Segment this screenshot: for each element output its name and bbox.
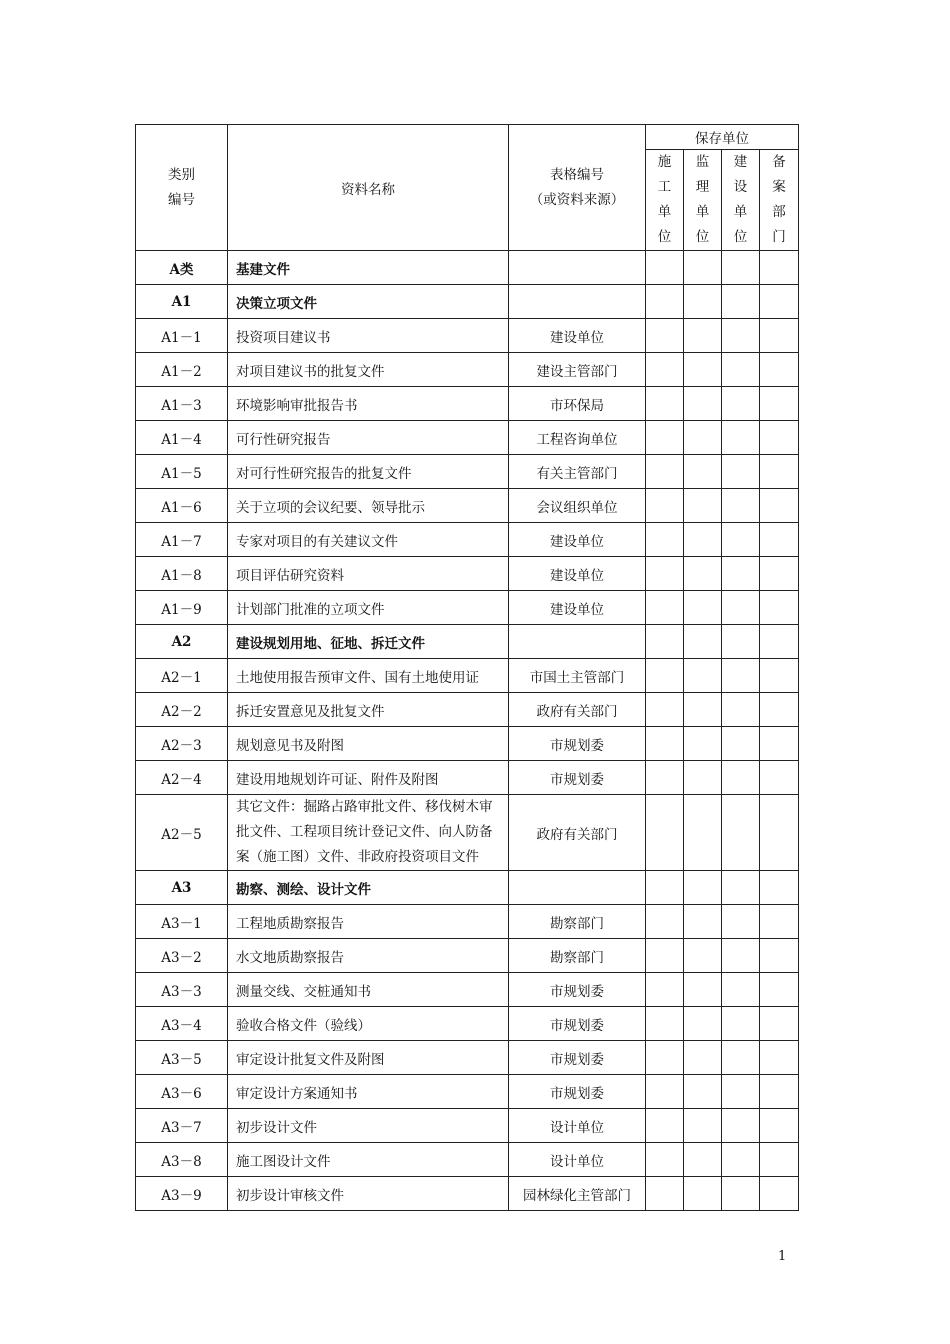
header-unit-supervision: 监 理 单 位 xyxy=(684,150,722,251)
storage-cell xyxy=(760,421,799,455)
row-code: A1－3 xyxy=(136,387,228,421)
header-doc-name: 资料名称 xyxy=(228,125,509,251)
row-code: A3－7 xyxy=(136,1109,228,1143)
row-source: 设计单位 xyxy=(509,1143,646,1177)
row-code: A1－4 xyxy=(136,421,228,455)
row-doc-name: 基建文件 xyxy=(228,251,509,285)
table-row xyxy=(136,1075,799,1109)
group-row xyxy=(136,285,799,319)
storage-cell xyxy=(722,319,760,353)
row-code: A2－3 xyxy=(136,727,228,761)
storage-cell xyxy=(760,387,799,421)
storage-cell xyxy=(760,285,799,319)
storage-cell xyxy=(722,1007,760,1041)
table-row xyxy=(136,761,799,795)
storage-cell xyxy=(760,795,799,871)
storage-cell xyxy=(684,285,722,319)
storage-cell xyxy=(646,1007,684,1041)
storage-cell xyxy=(722,1109,760,1143)
storage-cell xyxy=(722,387,760,421)
row-code: A3 xyxy=(136,871,228,905)
row-code: A1－7 xyxy=(136,523,228,557)
row-code: A2－1 xyxy=(136,659,228,693)
row-source: 政府有关部门 xyxy=(509,795,646,871)
row-doc-name: 计划部门批准的立项文件 xyxy=(228,591,509,625)
storage-cell xyxy=(646,693,684,727)
storage-cell xyxy=(646,659,684,693)
row-doc-name: 建设用地规划许可证、附件及附图 xyxy=(228,761,509,795)
row-source: 建设单位 xyxy=(509,557,646,591)
table-row xyxy=(136,1041,799,1075)
storage-cell xyxy=(722,421,760,455)
row-code: A3－3 xyxy=(136,973,228,1007)
table-row xyxy=(136,1177,799,1211)
row-source xyxy=(509,285,646,319)
row-doc-name: 项目评估研究资料 xyxy=(228,557,509,591)
row-code: A3－2 xyxy=(136,939,228,973)
row-code: A2 xyxy=(136,625,228,659)
storage-cell xyxy=(760,1109,799,1143)
row-doc-name: 工程地质勘察报告 xyxy=(228,905,509,939)
table-row xyxy=(136,905,799,939)
row-source xyxy=(509,251,646,285)
row-source: 有关主管部门 xyxy=(509,455,646,489)
storage-cell xyxy=(722,973,760,1007)
storage-cell xyxy=(646,727,684,761)
storage-cell xyxy=(760,939,799,973)
group-row xyxy=(136,251,799,285)
storage-cell xyxy=(646,1177,684,1211)
row-code: A1－1 xyxy=(136,319,228,353)
storage-cell xyxy=(684,905,722,939)
row-code: A3－9 xyxy=(136,1177,228,1211)
row-source: 建设主管部门 xyxy=(509,353,646,387)
storage-cell xyxy=(684,1143,722,1177)
row-doc-name: 环境影响审批报告书 xyxy=(228,387,509,421)
row-source: 建设单位 xyxy=(509,319,646,353)
table-row xyxy=(136,659,799,693)
table-row xyxy=(136,455,799,489)
storage-cell xyxy=(760,625,799,659)
table-row xyxy=(136,387,799,421)
storage-cell xyxy=(684,973,722,1007)
table-row xyxy=(136,489,799,523)
storage-cell xyxy=(646,455,684,489)
storage-cell xyxy=(684,1041,722,1075)
storage-cell xyxy=(646,251,684,285)
row-code: A3－6 xyxy=(136,1075,228,1109)
storage-cell xyxy=(646,319,684,353)
storage-cell xyxy=(684,251,722,285)
row-source: 市规划委 xyxy=(509,1007,646,1041)
row-doc-name: 审定设计方案通知书 xyxy=(228,1075,509,1109)
storage-cell xyxy=(760,523,799,557)
storage-cell xyxy=(760,761,799,795)
row-code: A1－9 xyxy=(136,591,228,625)
row-doc-name: 审定设计批复文件及附图 xyxy=(228,1041,509,1075)
row-source: 市规划委 xyxy=(509,761,646,795)
table-row xyxy=(136,353,799,387)
storage-cell xyxy=(646,285,684,319)
table-row xyxy=(136,939,799,973)
storage-cell xyxy=(760,319,799,353)
storage-cell xyxy=(684,1177,722,1211)
table-row xyxy=(136,421,799,455)
storage-cell xyxy=(722,455,760,489)
storage-cell xyxy=(646,421,684,455)
storage-cell xyxy=(722,1075,760,1109)
storage-cell xyxy=(722,659,760,693)
table-row xyxy=(136,973,799,1007)
row-source: 设计单位 xyxy=(509,1109,646,1143)
storage-cell xyxy=(722,795,760,871)
storage-cell xyxy=(760,973,799,1007)
row-doc-name: 初步设计文件 xyxy=(228,1109,509,1143)
row-doc-name: 验收合格文件（验线） xyxy=(228,1007,509,1041)
storage-cell xyxy=(722,557,760,591)
storage-cell xyxy=(760,659,799,693)
storage-cell xyxy=(722,939,760,973)
row-doc-name: 决策立项文件 xyxy=(228,285,509,319)
storage-cell xyxy=(760,1143,799,1177)
storage-cell xyxy=(760,693,799,727)
table-row xyxy=(136,1143,799,1177)
row-source xyxy=(509,871,646,905)
storage-cell xyxy=(722,1177,760,1211)
row-doc-name: 拆迁安置意见及批复文件 xyxy=(228,693,509,727)
storage-cell xyxy=(684,795,722,871)
storage-cell xyxy=(684,557,722,591)
row-doc-name: 其它文件：掘路占路审批文件、移伐树木审批文件、工程项目统计登记文件、向人防备案（施工图）文件、非政府投资项目文件 xyxy=(228,795,509,871)
storage-cell xyxy=(722,1143,760,1177)
row-source: 工程咨询单位 xyxy=(509,421,646,455)
row-doc-name: 勘察、测绘、设计文件 xyxy=(228,871,509,905)
row-code: A2－4 xyxy=(136,761,228,795)
storage-cell xyxy=(646,905,684,939)
storage-cell xyxy=(684,761,722,795)
storage-cell xyxy=(760,489,799,523)
row-doc-name: 对可行性研究报告的批复文件 xyxy=(228,455,509,489)
row-doc-name: 投资项目建议书 xyxy=(228,319,509,353)
row-source: 建设单位 xyxy=(509,591,646,625)
storage-cell xyxy=(684,387,722,421)
header-unit-filing: 备 案 部 门 xyxy=(760,150,799,251)
row-code: A类 xyxy=(136,251,228,285)
table-row xyxy=(136,523,799,557)
row-doc-name: 关于立项的会议纪要、领导批示 xyxy=(228,489,509,523)
header-unit-construction: 施 工 单 位 xyxy=(646,150,684,251)
storage-cell xyxy=(760,1177,799,1211)
storage-cell xyxy=(646,489,684,523)
row-doc-name: 施工图设计文件 xyxy=(228,1143,509,1177)
storage-cell xyxy=(722,489,760,523)
row-doc-name: 规划意见书及附图 xyxy=(228,727,509,761)
row-source: 勘察部门 xyxy=(509,905,646,939)
table-row xyxy=(136,693,799,727)
storage-cell xyxy=(722,1041,760,1075)
row-code: A3－8 xyxy=(136,1143,228,1177)
page-number: 1 xyxy=(778,1249,787,1264)
storage-cell xyxy=(722,353,760,387)
row-source: 市规划委 xyxy=(509,973,646,1007)
storage-cell xyxy=(646,1041,684,1075)
storage-cell xyxy=(684,727,722,761)
row-source: 建设单位 xyxy=(509,523,646,557)
row-code: A3－1 xyxy=(136,905,228,939)
table-row xyxy=(136,591,799,625)
storage-cell xyxy=(684,489,722,523)
storage-cell xyxy=(684,523,722,557)
row-code: A3－4 xyxy=(136,1007,228,1041)
storage-cell xyxy=(646,591,684,625)
storage-cell xyxy=(760,251,799,285)
row-doc-name: 土地使用报告预审文件、国有土地使用证 xyxy=(228,659,509,693)
row-source: 市规划委 xyxy=(509,1075,646,1109)
header-storage-unit: 保存单位 xyxy=(646,125,799,150)
group-row xyxy=(136,871,799,905)
storage-cell xyxy=(684,625,722,659)
storage-cell xyxy=(760,727,799,761)
storage-cell xyxy=(722,871,760,905)
storage-cell xyxy=(760,1041,799,1075)
storage-cell xyxy=(646,871,684,905)
row-code: A2－5 xyxy=(136,795,228,871)
table-body xyxy=(136,251,799,1211)
storage-cell xyxy=(646,387,684,421)
storage-cell xyxy=(684,939,722,973)
table-header xyxy=(136,125,799,251)
storage-cell xyxy=(684,455,722,489)
storage-cell xyxy=(722,591,760,625)
row-doc-name: 专家对项目的有关建议文件 xyxy=(228,523,509,557)
row-doc-name: 水文地质勘察报告 xyxy=(228,939,509,973)
storage-cell xyxy=(684,591,722,625)
row-source xyxy=(509,625,646,659)
row-code: A1－2 xyxy=(136,353,228,387)
storage-cell xyxy=(646,1075,684,1109)
storage-cell xyxy=(684,1109,722,1143)
storage-cell xyxy=(760,1007,799,1041)
storage-cell xyxy=(646,973,684,1007)
storage-cell xyxy=(684,693,722,727)
row-source: 市环保局 xyxy=(509,387,646,421)
storage-cell xyxy=(684,871,722,905)
storage-cell xyxy=(722,905,760,939)
storage-cell xyxy=(684,421,722,455)
table-row xyxy=(136,1109,799,1143)
row-source: 园林绿化主管部门 xyxy=(509,1177,646,1211)
header-category-code: 类别 编号 xyxy=(136,125,228,251)
storage-cell xyxy=(722,251,760,285)
storage-cell xyxy=(722,761,760,795)
storage-cell xyxy=(722,693,760,727)
storage-cell xyxy=(722,523,760,557)
storage-cell xyxy=(646,939,684,973)
storage-cell xyxy=(684,1075,722,1109)
storage-cell xyxy=(684,319,722,353)
row-source: 市国土主管部门 xyxy=(509,659,646,693)
table-row xyxy=(136,319,799,353)
archive-table xyxy=(135,124,799,1211)
storage-cell xyxy=(646,1143,684,1177)
row-doc-name: 初步设计审核文件 xyxy=(228,1177,509,1211)
table-row xyxy=(136,557,799,591)
table-row xyxy=(136,1007,799,1041)
table-row xyxy=(136,795,799,871)
row-code: A1 xyxy=(136,285,228,319)
storage-cell xyxy=(646,353,684,387)
storage-cell xyxy=(760,871,799,905)
storage-cell xyxy=(760,905,799,939)
row-doc-name: 可行性研究报告 xyxy=(228,421,509,455)
storage-cell xyxy=(760,591,799,625)
storage-cell xyxy=(684,659,722,693)
row-source: 政府有关部门 xyxy=(509,693,646,727)
storage-cell xyxy=(722,625,760,659)
storage-cell xyxy=(760,557,799,591)
row-code: A2－2 xyxy=(136,693,228,727)
header-unit-owner: 建 设 单 位 xyxy=(722,150,760,251)
storage-cell xyxy=(646,625,684,659)
group-row xyxy=(136,625,799,659)
row-code: A1－6 xyxy=(136,489,228,523)
storage-cell xyxy=(684,1007,722,1041)
row-doc-name: 对项目建议书的批复文件 xyxy=(228,353,509,387)
row-code: A1－5 xyxy=(136,455,228,489)
storage-cell xyxy=(760,455,799,489)
row-source: 市规划委 xyxy=(509,727,646,761)
storage-cell xyxy=(646,795,684,871)
row-source: 勘察部门 xyxy=(509,939,646,973)
storage-cell xyxy=(722,727,760,761)
header-form-code: 表格编号 （或资料来源） xyxy=(509,125,646,251)
storage-cell xyxy=(760,1075,799,1109)
row-code: A1－8 xyxy=(136,557,228,591)
row-source: 市规划委 xyxy=(509,1041,646,1075)
storage-cell xyxy=(760,353,799,387)
row-source: 会议组织单位 xyxy=(509,489,646,523)
row-doc-name: 测量交线、交桩通知书 xyxy=(228,973,509,1007)
storage-cell xyxy=(722,285,760,319)
storage-cell xyxy=(646,557,684,591)
storage-cell xyxy=(646,1109,684,1143)
table-row xyxy=(136,727,799,761)
row-code: A3－5 xyxy=(136,1041,228,1075)
row-doc-name: 建设规划用地、征地、拆迁文件 xyxy=(228,625,509,659)
storage-cell xyxy=(684,353,722,387)
storage-cell xyxy=(646,761,684,795)
storage-cell xyxy=(646,523,684,557)
